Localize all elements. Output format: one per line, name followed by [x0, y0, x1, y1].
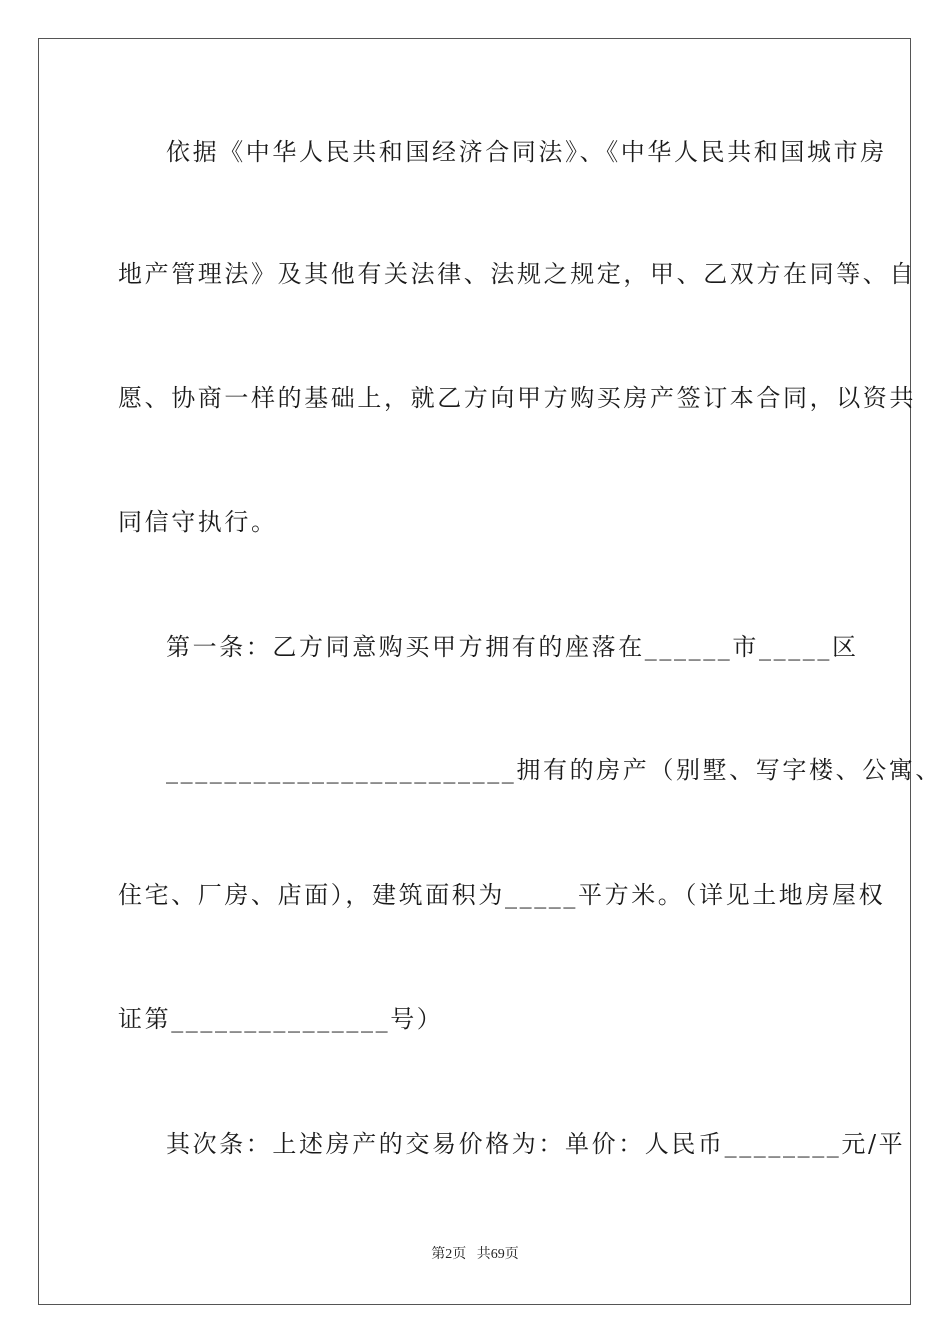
article-1-line: ________________________拥有的房产（别墅、写字楼、公寓、 [166, 756, 942, 784]
article-2-line: 其次条：上述房产的交易价格为：单价：人民币________元/平 [166, 1130, 906, 1158]
article-1-line: 住宅、厂房、店面），建筑面积为_____平方米。（详见土地房屋权 [118, 881, 886, 909]
article-1-line: 证第_______________号） [118, 1005, 444, 1033]
total-pages: 共69页 [476, 1247, 519, 1262]
page-footer [0, 1246, 950, 1264]
page-number: 第2页 [431, 1247, 467, 1262]
paragraph-line: 愿、协商一样的基础上，就乙方向甲方购买房产签订本合同，以资共 [118, 384, 916, 412]
page-frame [38, 38, 911, 1305]
paragraph-line: 地产管理法》及其他有关法律、法规之规定，甲、乙双方在同等、自 [118, 260, 916, 288]
paragraph-line: 依据《中华人民共和国经济合同法》、《中华人民共和国城市房 [166, 138, 887, 166]
paragraph-line: 同信守执行。 [118, 508, 278, 536]
article-1-line: 第一条：乙方同意购买甲方拥有的座落在______市_____区 [166, 633, 859, 661]
